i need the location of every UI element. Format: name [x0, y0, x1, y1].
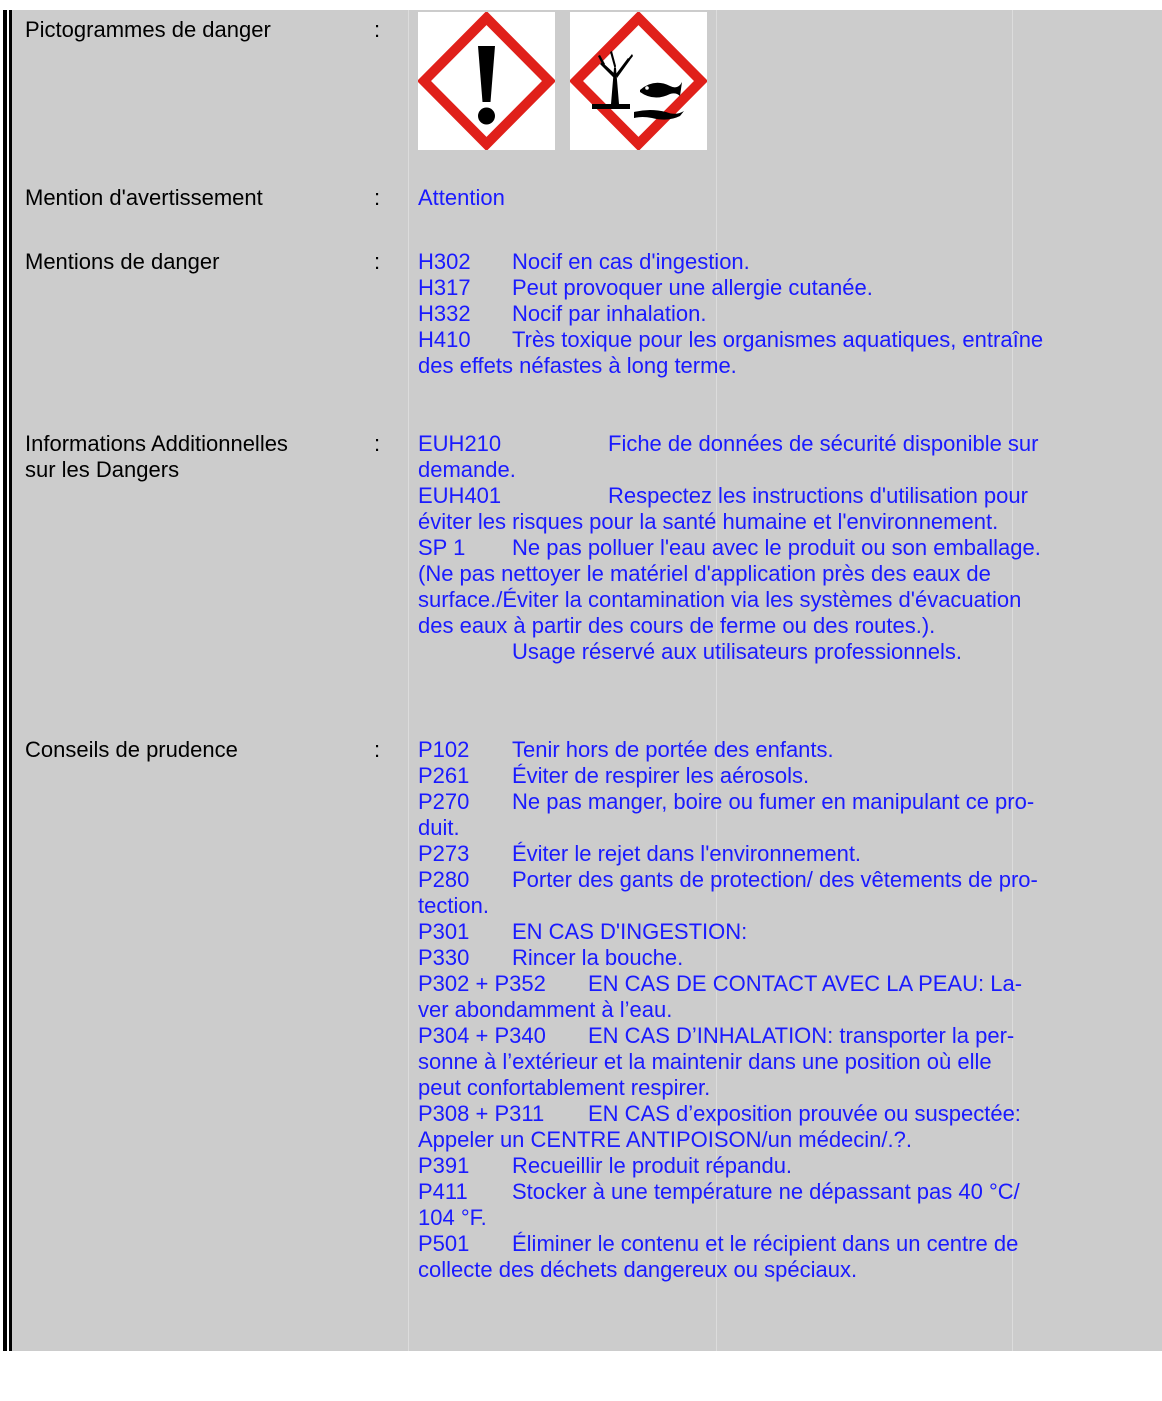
precautionary-list: P102 Tenir hors de portée des enfants. P261 Éviter de respirer les aérosols. P270 Ne pas manger, boire ou fumer en manipulant ce pro- duit. P273 Éviter le rejet dans l'environnement. P280 Porter des gants de protection/ des vêtements de pro- tection. P301 EN CAS D'INGESTION: P330 Rincer la bouche. P302 + P352 EN CAS DE CONTACT AVEC LA PEAU: La- ver abondamment à l’eau. P304 + P340 EN CAS D’INHALATION: transporter la per- sonne à l’extérieur et la maintenir dans une position où elle peut confortablement respirer. P308 + P311 EN CAS d’exposition prouvée ou suspectée: Appeler un CENTRE ANTIPOISON/un médecin/.?. P391 Recueillir le produit répandu. P411 Stocker à une température ne dépassant pas 40 °C/ 104 °F. P501 Éliminer le contenu et le récipient dans un centre de collecte des déchets dangereux ou spéciaux. [418, 737, 1038, 1282]
pictograms-colon: : [374, 17, 381, 42]
precautionary-colon: : [374, 737, 381, 762]
column-divider [408, 10, 409, 1351]
additional-info-list: EUH210 Fiche de données de sécurité disponible sur demande. EUH401 Respectez les instructions d'utilisation pour éviter les risques pour la santé humaine et l'environnement. SP 1 Ne pas polluer l'eau avec le produit ou son emballage. (Ne pas nettoyer le matériel d'application près des eaux de surface./Éviter la contamination via les systèmes d'évacuation des eaux à partir des cours de ferme ou des routes.). Usage réservé aux utilisateurs professionnels. [418, 431, 1041, 664]
hazard-statements-colon: : [374, 249, 381, 274]
signal-word-label: Mention d'avertissement [25, 185, 263, 210]
hazard-statement: H410 Très toxique pour les organismes aquatiques, entraîne [418, 327, 1044, 352]
hazard-statement: H317 Peut provoquer une allergie cutanée. [418, 275, 873, 300]
environment-hazard-icon [570, 12, 707, 150]
hazard-statement: H302 Nocif en cas d'ingestion. [418, 249, 750, 274]
additional-info-colon: : [374, 431, 381, 456]
left-border-thin [9, 10, 12, 1351]
precautionary-label: Conseils de prudence [25, 737, 238, 762]
exclamation-mark-icon [418, 12, 555, 150]
hazard-statements-list: H302 Nocif en cas d'ingestion. H317 Peut provoquer une allergie cutanée. H332 Nocif par inhalation. H410 Très toxique pour les organismes aquatiques, entraîne des effets néfastes à long terme. [418, 249, 1158, 379]
hazard-statement: H332 Nocif par inhalation. [418, 301, 707, 326]
additional-info-label: Informations Additionnelles sur les Dangers [25, 431, 288, 482]
pictograms-label: Pictogrammes de danger [25, 17, 271, 42]
left-border-thick [3, 10, 7, 1351]
hazard-statements-label: Mentions de danger [25, 249, 220, 274]
signal-word-value: Attention [418, 185, 505, 210]
signal-word-colon: : [374, 185, 381, 210]
